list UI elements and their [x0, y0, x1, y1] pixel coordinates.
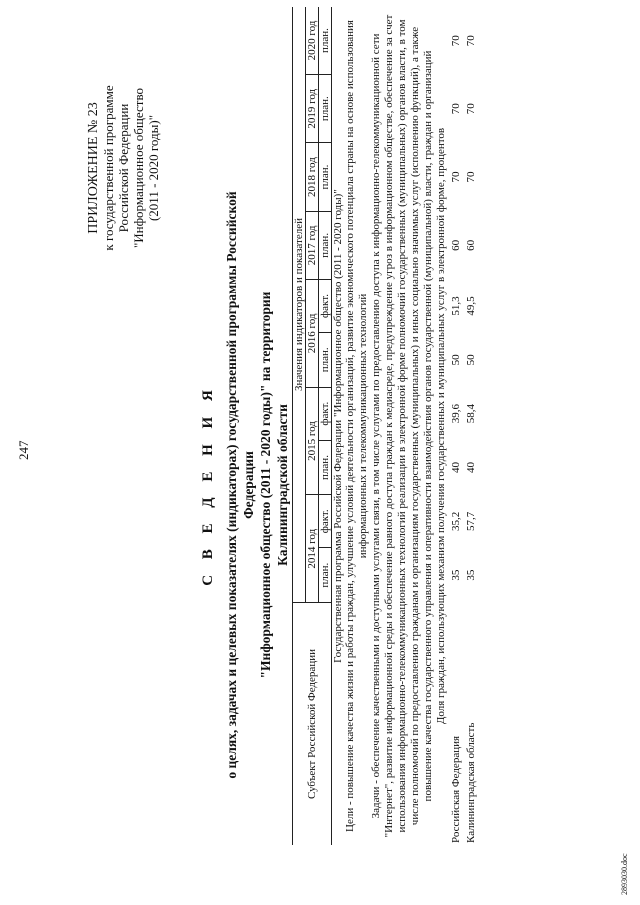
value-cell: 70	[464, 35, 477, 47]
year-header: 2018 год	[306, 143, 319, 211]
value-cell: 60	[449, 239, 462, 251]
year-header: 2020 год	[306, 7, 319, 75]
year-header: 2014 год	[306, 495, 319, 603]
table-row	[448, 7, 463, 845]
value-cell: 39,6	[449, 404, 462, 424]
sub-header: план.	[319, 7, 332, 75]
sub-header: факт.	[319, 280, 332, 333]
value-cell: 58,4	[464, 404, 477, 424]
year-header: 2019 год	[306, 75, 319, 143]
appendix-block	[86, 43, 161, 293]
value-cell: 70	[464, 171, 477, 183]
document-id: 2893030.doc	[620, 853, 629, 895]
subject-header: Субъект Российской Федерации	[293, 603, 332, 846]
indicator-name: Доля граждан, использующих механизм получения государственных и муниципальных услуг в электронной форме, процентов	[435, 127, 447, 725]
year-header: 2015 год	[306, 387, 319, 495]
document-heading	[200, 185, 291, 785]
program-goal: Цели - повышение качества жизни и работы граждан, улучшение условий деятельности организаций, развитие экономического потенциала страны на основе использования информационных и телекоммуникационных технологий	[344, 20, 369, 832]
program-tasks: Задачи - обеспечение качественными и доступными услугами связи, в том числе услугами по предоставлению доступа к информационно-телекоммуникационной сети "Интернет", развитие информационной среды и обеспечение равного доступа граждан к медиасреде, предупреждение угроз в информационном обществе, обеспечение за счет использования информационно-телекоммуникационных технологий реализации в электронной форме полномочий государственных (муниципальных) органов власти, в том числе полномочий по предоставлению гражданам и организациям государственных (муниципальных) и иных социально значимых услуг (исполнению функций), а также повышение качества государственного управления и оперативности взаимодействия органов государственной (муниципальной) власти, граждан и организаций	[370, 14, 434, 838]
sub-header: план.	[319, 440, 332, 495]
sub-header: факт.	[319, 387, 332, 440]
value-cell: 35	[449, 569, 462, 581]
table-row	[463, 7, 478, 845]
sub-header: план.	[319, 75, 332, 143]
appendix-line: "Информационное общество	[131, 88, 146, 249]
year-header: 2017 год	[306, 211, 319, 279]
value-cell: 70	[464, 103, 477, 115]
sub-header: план.	[319, 548, 332, 603]
sub-header: план.	[319, 143, 332, 211]
heading-line: о целях, задачах и целевых показателях (индикаторах) государственной программы Российской Федерации	[224, 191, 256, 779]
page-number: 247	[16, 440, 31, 460]
value-cell: 50	[464, 354, 477, 366]
value-cell: 35,2	[449, 511, 462, 531]
appendix-title: ПРИЛОЖЕНИЕ № 23	[86, 102, 101, 234]
appendix-line: Российской Федерации	[116, 103, 131, 233]
heading-svedenia: С В Е Д Е Н И Я	[200, 384, 216, 586]
sub-header: план.	[319, 211, 332, 279]
value-cell: 40	[464, 462, 477, 473]
program-title: Государственная программа Российской Федерации "Информационное общество (2011 - 2020 годы)"	[332, 189, 344, 663]
appendix-line: (2011 - 2020 годы)"	[146, 114, 161, 222]
heading-line: Калининградской области	[275, 404, 290, 566]
sub-header: план.	[319, 332, 332, 387]
value-cell: 50	[449, 354, 462, 366]
value-cell: 40	[449, 462, 462, 473]
heading-line: "Информационное общество (2011 - 2020 годы)" на территории	[258, 291, 273, 679]
indicators-table	[292, 7, 478, 845]
appendix-line: к государственной программе	[101, 85, 116, 251]
sub-header: факт.	[319, 495, 332, 548]
value-cell: 70	[449, 103, 462, 115]
value-cell: 70	[449, 171, 462, 183]
value-cell: 57,7	[464, 511, 477, 531]
value-cell: 49,5	[464, 296, 477, 316]
value-cell: 35	[464, 569, 477, 581]
region-name: Калининградская область	[464, 722, 477, 843]
region-name: Российская Федерация	[449, 735, 462, 843]
value-cell: 60	[464, 239, 477, 251]
year-header: 2016 год	[306, 280, 319, 388]
values-header: Значения индикаторов и показателей	[293, 7, 306, 603]
value-cell: 51,3	[449, 296, 462, 316]
value-cell: 70	[449, 35, 462, 47]
